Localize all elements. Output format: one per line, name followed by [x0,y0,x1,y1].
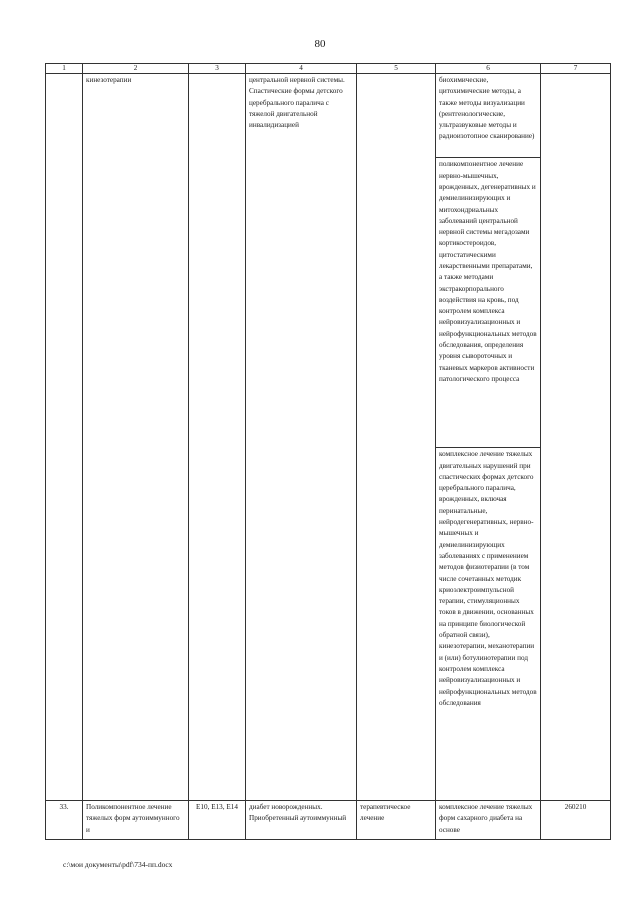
cell: комплексное лечение тяжелых форм сахарного диабета на основе [436,801,541,840]
method-cell: биохимические, цитохимические методы, а также методы визуализации (рентгенологические, ультразвуковые методы и радиоизотопное сканирование) [436,74,541,158]
column-header: 3 [189,64,246,74]
cell [541,74,611,801]
cell: Поликомпонентное лечение тяжелых форм аутоиммунного и [83,801,189,840]
method-cell: поликомпонентное лечение нервно-мышечных, врожденных, дегенеративных и демиелинизирующих и митохондриальных заболеваний центральной нервной системы мегадозами кортикостероидов, цитостатическими лекарственными препаратами, а также методами экстракорпорального воздействия на кровь, под контролем комплекса нейровизуализационных и нейрофункциональных методов обследования, определения уровня сывороточных и тканевых маркеров активности патологического процесса [436,158,541,448]
column-number-row [46,64,611,74]
cell: диабет новорожденных. Приобретенный аутоиммунный [246,801,357,840]
cell: центральной нервной системы. Спастические формы детского церебрального паралича с тяжелой двигательной инвалидизацией [246,74,357,801]
page-number: 80 [314,38,326,50]
cell [357,74,436,801]
column-header: 2 [83,64,189,74]
icd-codes: E10, E13, E14 [189,801,246,840]
row-number: 33. [46,801,83,840]
table-row [46,801,611,840]
cell [46,74,83,801]
column-header: 1 [46,64,83,74]
method-cell: комплексное лечение тяжелых двигательных нарушений при спастических формах детского церебрального паралича, врожденных, включая перинатальные, нейродегенеративных, нервно-мышечных и демиелинизирующих заболеваниях с применением методов физиотерапии (в том числе сочетанных методик криоэлектроимпульсной терапии, стимуляционных токов в движении, основанных на принципе биологической обратной связи), кинезотерапии, механотерапии и (или) ботулинотерапии под контролем комплекса нейровизуализационных и нейрофункциональных методов обследования [436,448,541,801]
cell: терапевтическое лечение [357,801,436,840]
column-header: 5 [357,64,436,74]
services-table [45,63,610,840]
column-header: 6 [436,64,541,74]
table-row [46,74,611,158]
column-header: 4 [246,64,357,74]
cost-value: 260210 [541,801,611,840]
column-header: 7 [541,64,611,74]
cell: кинезотерапии [83,74,189,801]
footer-file-path: c:\мои документы\pdf\734-пп.docx [63,860,173,869]
cell [189,74,246,801]
